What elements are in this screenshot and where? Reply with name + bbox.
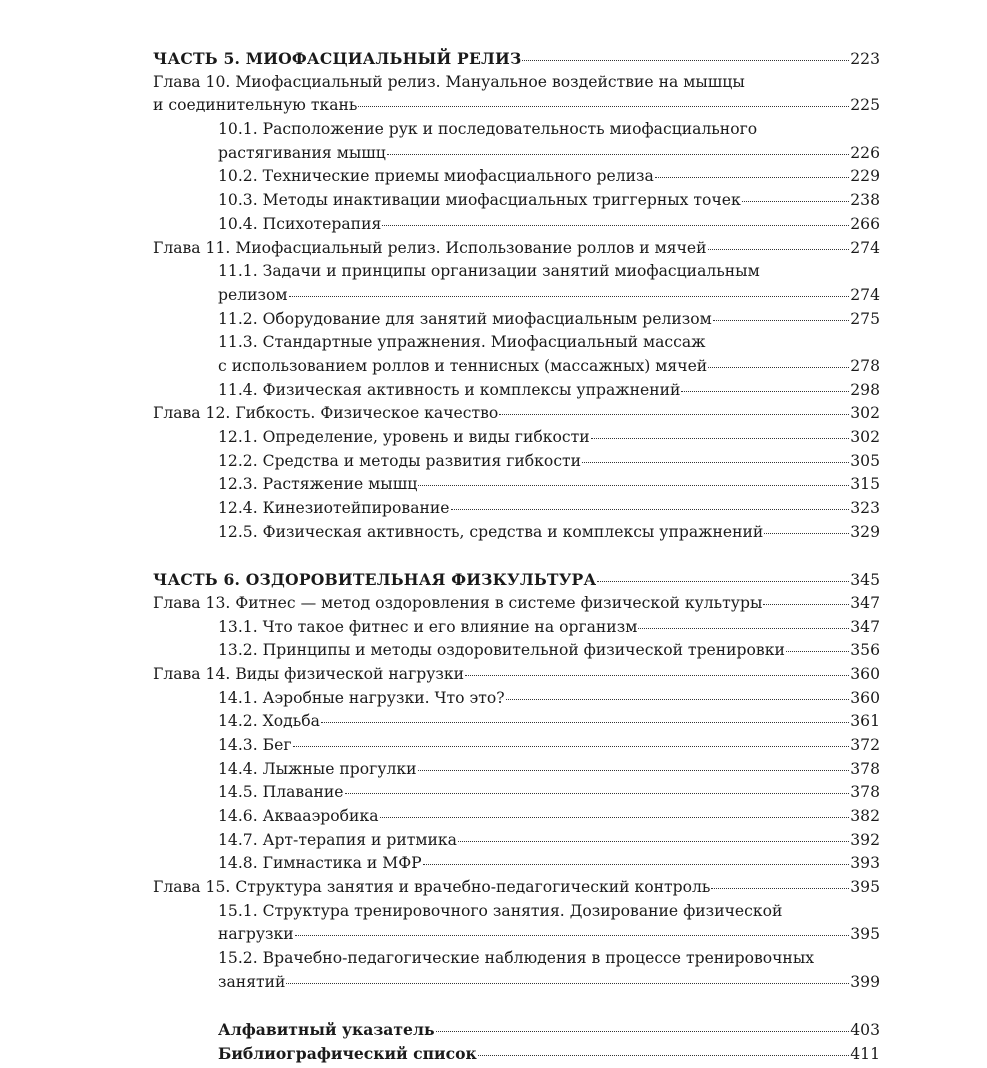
toc-appendix-entry[interactable] (153, 1042, 880, 1066)
dot-leader (786, 651, 849, 652)
dot-leader (286, 983, 849, 984)
toc-page-number: 305 (850, 451, 880, 470)
toc-part-entry[interactable] (153, 47, 880, 71)
toc-page-number: 403 (850, 1021, 880, 1040)
toc-entry-title: ЧАСТЬ 5. МИОФАСЦИАЛЬНЫЙ РЕЛИЗ (153, 49, 522, 68)
toc-page-number: 399 (850, 972, 880, 991)
toc-entry-title: 13.1. Что такое фитнес и его влияние на организм (218, 617, 638, 636)
dot-leader (458, 841, 849, 842)
toc-section-entry[interactable] (153, 900, 880, 924)
toc-entry-title: занятий (218, 972, 286, 991)
dot-leader (387, 154, 849, 155)
toc-page-number: 347 (850, 617, 880, 636)
toc-page-number: 382 (850, 807, 880, 825)
toc-entry-title: 12.2. Средства и методы развития гибкости (218, 451, 582, 470)
toc-section-entry[interactable] (153, 308, 880, 332)
toc-entry-title: Глава 10. Миофасциальный релиз. Мануальное воздействие на мышцы (153, 72, 745, 91)
toc-section-entry[interactable] (153, 829, 880, 853)
toc-page-number: 393 (850, 854, 880, 873)
toc-section-entry[interactable] (153, 379, 880, 403)
toc-entry-title: 11.1. Задачи и принципы организации занятий миофасциальным (218, 262, 760, 281)
toc-entry-title: и соединительную ткань (153, 96, 358, 115)
toc-section-entry[interactable] (153, 260, 880, 284)
toc-entry-title: 10.1. Расположение рук и последовательность миофасциального (218, 120, 758, 139)
toc-page-number: 275 (850, 309, 880, 328)
toc-section-entry[interactable] (153, 165, 880, 189)
toc-entry-title: 14.2. Ходьба (218, 712, 320, 731)
toc-section-entry[interactable] (153, 971, 880, 995)
toc-page-number: 356 (850, 641, 880, 660)
toc-section-entry[interactable] (153, 284, 880, 308)
toc-entry-title: 10.2. Технические приемы миофасциального релиза (218, 167, 654, 186)
dot-leader (711, 888, 849, 889)
dot-leader (289, 296, 850, 297)
toc-chapter-entry[interactable] (153, 663, 880, 687)
section-spacer (153, 544, 880, 568)
toc-section-entry[interactable] (153, 758, 880, 782)
table-of-contents (153, 47, 880, 1066)
toc-chapter-entry[interactable] (153, 402, 880, 426)
dot-leader (742, 201, 850, 202)
toc-section-entry[interactable] (153, 189, 880, 213)
toc-section-entry[interactable] (153, 805, 880, 829)
toc-page-number: 329 (850, 522, 880, 541)
dot-leader (380, 817, 850, 818)
toc-page-number: 226 (850, 143, 880, 162)
dot-leader (382, 225, 849, 226)
toc-entry-title: 14.7. Арт-терапия и ритмика (218, 830, 457, 849)
toc-entry-title: 10.3. Методы инактивации миофасциальных триггерных точек (218, 191, 741, 210)
toc-chapter-entry[interactable] (153, 592, 880, 616)
toc-page-number: 323 (850, 499, 880, 518)
toc-page-number: 274 (850, 285, 880, 304)
dot-leader (763, 604, 849, 605)
dot-leader (418, 770, 850, 771)
toc-entry-title: ЧАСТЬ 6. ОЗДОРОВИТЕЛЬНАЯ ФИЗКУЛЬТУРА (153, 570, 597, 590)
toc-page-number: 411 (850, 1044, 880, 1063)
dot-leader (638, 628, 849, 629)
toc-entry-title: 10.4. Психотерапия (218, 214, 382, 233)
toc-chapter-entry[interactable] (153, 237, 880, 261)
dot-leader (321, 722, 849, 723)
dot-leader (295, 935, 850, 936)
toc-section-entry[interactable] (153, 521, 880, 545)
toc-section-entry[interactable] (153, 852, 880, 876)
toc-page-number: 274 (850, 238, 880, 257)
toc-entry-title: 11.2. Оборудование для занятий миофасциальным релизом (218, 309, 712, 328)
dot-leader (293, 746, 850, 747)
dot-leader (597, 581, 849, 582)
toc-entry-title: 14.4. Лыжные прогулки (218, 759, 417, 778)
dot-leader (418, 485, 849, 486)
toc-page-number: 302 (850, 428, 880, 446)
toc-entry-title: Глава 15. Структура занятия и врачебно-педагогический контроль (153, 878, 711, 897)
toc-page-number: 360 (850, 664, 880, 683)
toc-page-number: 372 (850, 735, 880, 754)
toc-entry-title: 13.2. Принципы и методы оздоровительной физической тренировки (218, 641, 785, 660)
toc-entry-title: 14.8. Гимнастика и МФР (218, 854, 422, 873)
toc-page-number: 302 (850, 404, 880, 423)
toc-entry-title: нагрузки (218, 925, 294, 944)
toc-entry-title: Алфавитный указатель (218, 1020, 435, 1040)
toc-entry-title: 12.4. Кинезиотейпирование (218, 499, 450, 518)
toc-page-number: 223 (850, 50, 880, 68)
toc-page-number: 225 (850, 96, 880, 115)
dot-leader (506, 699, 850, 700)
dot-leader (582, 462, 849, 463)
toc-page-number: 229 (850, 167, 880, 186)
toc-page-number: 298 (850, 380, 880, 399)
toc-entry-title: 11.3. Стандартные упражнения. Миофасциальный массаж (218, 333, 706, 352)
dot-leader (465, 675, 849, 676)
toc-entry-title: 12.5. Физическая активность, средства и комплексы упражнений (218, 522, 764, 541)
dot-leader (478, 1055, 850, 1056)
toc-entry-title: 12.1. Определение, уровень и виды гибкости (218, 428, 590, 446)
toc-section-entry[interactable] (153, 947, 880, 971)
toc-page-number: 266 (850, 214, 880, 233)
toc-section-entry[interactable] (153, 426, 880, 450)
toc-entry-title: 14.3. Бег (218, 735, 292, 754)
toc-section-entry[interactable] (153, 497, 880, 521)
dot-leader (423, 864, 850, 865)
toc-section-entry[interactable] (153, 142, 880, 166)
dot-leader (499, 414, 849, 415)
toc-section-entry[interactable] (153, 213, 880, 237)
toc-section-entry[interactable] (153, 781, 880, 805)
toc-section-entry[interactable] (153, 450, 880, 474)
toc-page-number: 378 (850, 759, 880, 778)
dot-leader (358, 106, 849, 107)
dot-leader (708, 367, 849, 368)
toc-page-number: 392 (850, 830, 880, 849)
toc-page-number: 361 (850, 712, 880, 731)
toc-entry-title: 11.4. Физическая активность и комплексы упражнений (218, 380, 681, 399)
toc-page-number: 347 (850, 593, 880, 612)
toc-entry-title: Библиографический список (218, 1043, 477, 1063)
toc-page-number: 395 (850, 878, 880, 897)
toc-entry-title: релизом (218, 285, 288, 304)
toc-section-entry[interactable] (153, 710, 880, 734)
dot-leader (451, 509, 850, 510)
toc-entry-title: Глава 11. Миофасциальный релиз. Использование роллов и мячей (153, 238, 707, 257)
toc-entry-title: растягивания мышц (218, 143, 386, 162)
toc-entry-title: 14.6. Аквааэробика (218, 807, 379, 825)
toc-section-entry[interactable] (153, 355, 880, 379)
toc-entry-title: 14.5. Плавание (218, 783, 344, 802)
toc-section-entry[interactable] (153, 734, 880, 758)
toc-page-number: 378 (850, 783, 880, 802)
toc-page-number: 395 (850, 925, 880, 944)
toc-section-entry[interactable] (153, 473, 880, 497)
toc-entry-title: Глава 12. Гибкость. Физическое качество (153, 404, 499, 423)
toc-part-entry[interactable] (153, 568, 880, 592)
toc-entry-title: Глава 14. Виды физической нагрузки (153, 664, 465, 683)
toc-section-entry[interactable] (153, 616, 880, 640)
dot-leader (436, 1031, 850, 1032)
toc-section-entry[interactable] (153, 687, 880, 711)
dot-leader (591, 438, 850, 439)
toc-section-entry[interactable] (153, 639, 880, 663)
dot-leader (655, 177, 849, 178)
toc-appendix-entry[interactable] (153, 1018, 880, 1042)
toc-entry-title: 15.2. Врачебно-педагогические наблюдения в процессе тренировочных (218, 949, 815, 968)
section-spacer (153, 995, 880, 1019)
toc-page-number: 360 (850, 688, 880, 707)
toc-page-number: 315 (850, 475, 880, 494)
toc-section-entry[interactable] (153, 331, 880, 355)
toc-entry-title: с использованием роллов и теннисных (массажных) мячей (218, 356, 708, 375)
dot-leader (764, 533, 849, 534)
dot-leader (681, 391, 849, 392)
toc-section-entry[interactable] (153, 923, 880, 947)
toc-entry-title: 15.1. Структура тренировочного занятия. Дозирование физической (218, 901, 783, 920)
toc-page-number: 278 (850, 356, 880, 375)
toc-entry-title: 14.1. Аэробные нагрузки. Что это? (218, 688, 505, 707)
toc-section-entry[interactable] (153, 118, 880, 142)
dot-leader (345, 793, 850, 794)
dot-leader (713, 320, 849, 321)
toc-chapter-entry[interactable] (153, 94, 880, 118)
toc-entry-title: 12.3. Растяжение мышц (218, 475, 418, 494)
dot-leader (522, 60, 849, 61)
toc-chapter-entry[interactable] (153, 71, 880, 95)
dot-leader (708, 249, 850, 250)
toc-chapter-entry[interactable] (153, 876, 880, 900)
toc-page-number: 238 (850, 191, 880, 210)
toc-page-number: 345 (850, 571, 880, 590)
toc-entry-title: Глава 13. Фитнес — метод оздоровления в системе физической культуры (153, 593, 763, 612)
